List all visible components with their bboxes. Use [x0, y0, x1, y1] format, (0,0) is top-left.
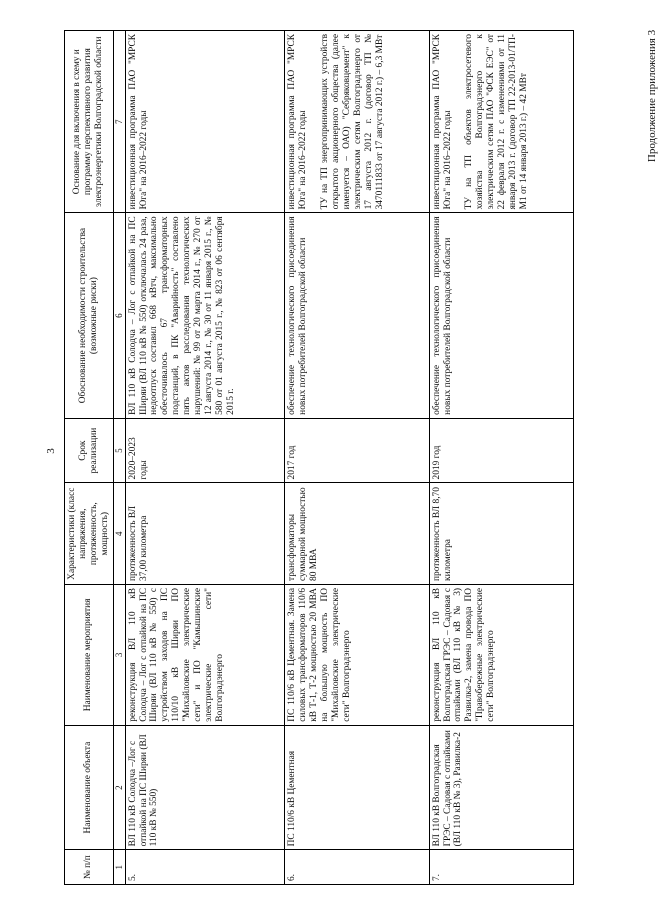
cell-spec: протяженность ВЛ 8,70 километра — [429, 483, 573, 585]
header-no: № п/п — [65, 850, 114, 885]
col-number: 1 — [113, 850, 125, 885]
col-number: 5 — [113, 418, 125, 483]
table-row — [285, 31, 429, 885]
column-number-row — [113, 31, 125, 885]
table-row — [125, 31, 285, 885]
cell-object: ПС 110/6 кВ Цементная — [285, 725, 429, 850]
cell-basis: инвестиционная программа ПАО "МРСК Юга" на 2016–2022 годы ТУ на ТП объектов электросетевого хозяйства Волгоградэнерго к электрическим сетям ПАО "ФСК ЕЭС" от 22 февраля 2012 г. с изменениями от 11 января 2013 г. (договор ТП 22-2013-01/ТП-М1 от 14 января 2013 г.) – 42 МВт — [429, 31, 573, 213]
col-number: 6 — [113, 213, 125, 418]
table-row — [429, 31, 573, 885]
col-number: 4 — [113, 483, 125, 585]
cell-no: 7. — [429, 850, 573, 885]
cell-measure: реконструкция ВЛ 110 кВ Солодча – Лог с отпайкой на ПС Ширяи (ВЛ 110 кВ № 550) с устройством заходов на ПС 110/10 кВ Ширяи ПО "Михайловские электрические сети" и ПО "Камышинские электрические сети" Волгоградэнерго — [125, 584, 285, 725]
cell-term: 2020–2023 годы — [125, 418, 285, 483]
cell-measure: реконструкция ВЛ 110 кВ Волгоградская ГРЭС – Садовая с отпайками (ВЛ 110 кВ № 3) Развилка-2, замена провода ПО "Правобережные электрические сети" Волгоградэнерго — [429, 584, 573, 725]
cell-spec: трансформаторы суммарной мощностью 80 МВА — [285, 483, 429, 585]
cell-measure: ПС 110/6 кВ Цементная. Замена силовых трансформаторов 110/6 кВ Т-1, Т-2 мощностью 20 МВА на большую мощность ПО "Михайловские электрические сети" Волгоградэнерго — [285, 584, 429, 725]
header-reason: Обоснование необходимости строительства (возможные риски) — [65, 213, 114, 418]
header-basis: Основание для включения в схему и программу перспективного развития электроэнергетики Волгоградской области — [65, 31, 114, 213]
col-number: 3 — [113, 584, 125, 725]
cell-object: ВЛ 110 кВ Волгоградская ГРЭС – Садовая с отпайками (ВЛ 110 кВ № 3), Развилка-2 — [429, 725, 573, 850]
cell-basis: инвестиционная программа ПАО "МРСК Юга" на 2016–2022 годы ТУ на ТП энергопринимающих устройств открытого акционерного общества (далее именуется – ОАО) "Себряковцемент" к электрическим сетям Волгоградэнерго от 17 августа 2012 г. (договор ТП № 3470111833 от 17 августа 2012 г.) – 6,3 МВт — [285, 31, 429, 213]
cell-object: ВЛ 110 кВ Солодча –Лог с отпайкой на ПС Ширяи (ВЛ 110 кВ № 550) — [125, 725, 285, 850]
continuation-label: Продолжение приложения 3 — [645, 29, 658, 163]
cell-basis: инвестиционная программа ПАО "МРСК Юга" на 2016–2022 годы — [125, 31, 285, 213]
cell-reason: обеспечение технологического присоединения новых потребителей Волгоградской области — [429, 213, 573, 418]
cell-reason: ВЛ 110 кВ Солодча – Лог с отпайкой на ПС Ширяи (ВЛ 110 кВ № 550) отключалась 24 раза, недоотпуск составил 668 кВтч, максимально обесточивалось 67 трансформаторных подстанций, в ПК "Аварийность" составлено пять актов расследования технологических нарушений: № 99 от 20 марта 2014 г., № 270 от 12 августа 2014 г., № 30 от 11 января 2015 г., № 580 от 01 августа 2015 г., № 823 от 06 сентября 2015 г. — [125, 213, 285, 418]
cell-reason: обеспечение технологического присоединения новых потребителей Волгоградской области — [285, 213, 429, 418]
cell-term: 2017 год — [285, 418, 429, 483]
col-number: 7 — [113, 31, 125, 213]
header-object: Наименование объекта — [65, 725, 114, 850]
investment-table — [64, 30, 574, 885]
header-spec: Характеристики (класс напряжения, протяженность, мощность) — [65, 483, 114, 585]
cell-no: 6. — [285, 850, 429, 885]
col-number: 2 — [113, 725, 125, 850]
cell-no: 5. — [125, 850, 285, 885]
cell-term: 2019 год — [429, 418, 573, 483]
cell-spec: протяженность ВЛ 37,00 километра — [125, 483, 285, 585]
header-term: Срок реализации — [65, 418, 114, 483]
rotated-table-sheet — [64, 30, 574, 885]
page-number: 3 — [44, 448, 57, 454]
header-measure: Наименование мероприятия — [65, 584, 114, 725]
header-row — [65, 31, 114, 885]
